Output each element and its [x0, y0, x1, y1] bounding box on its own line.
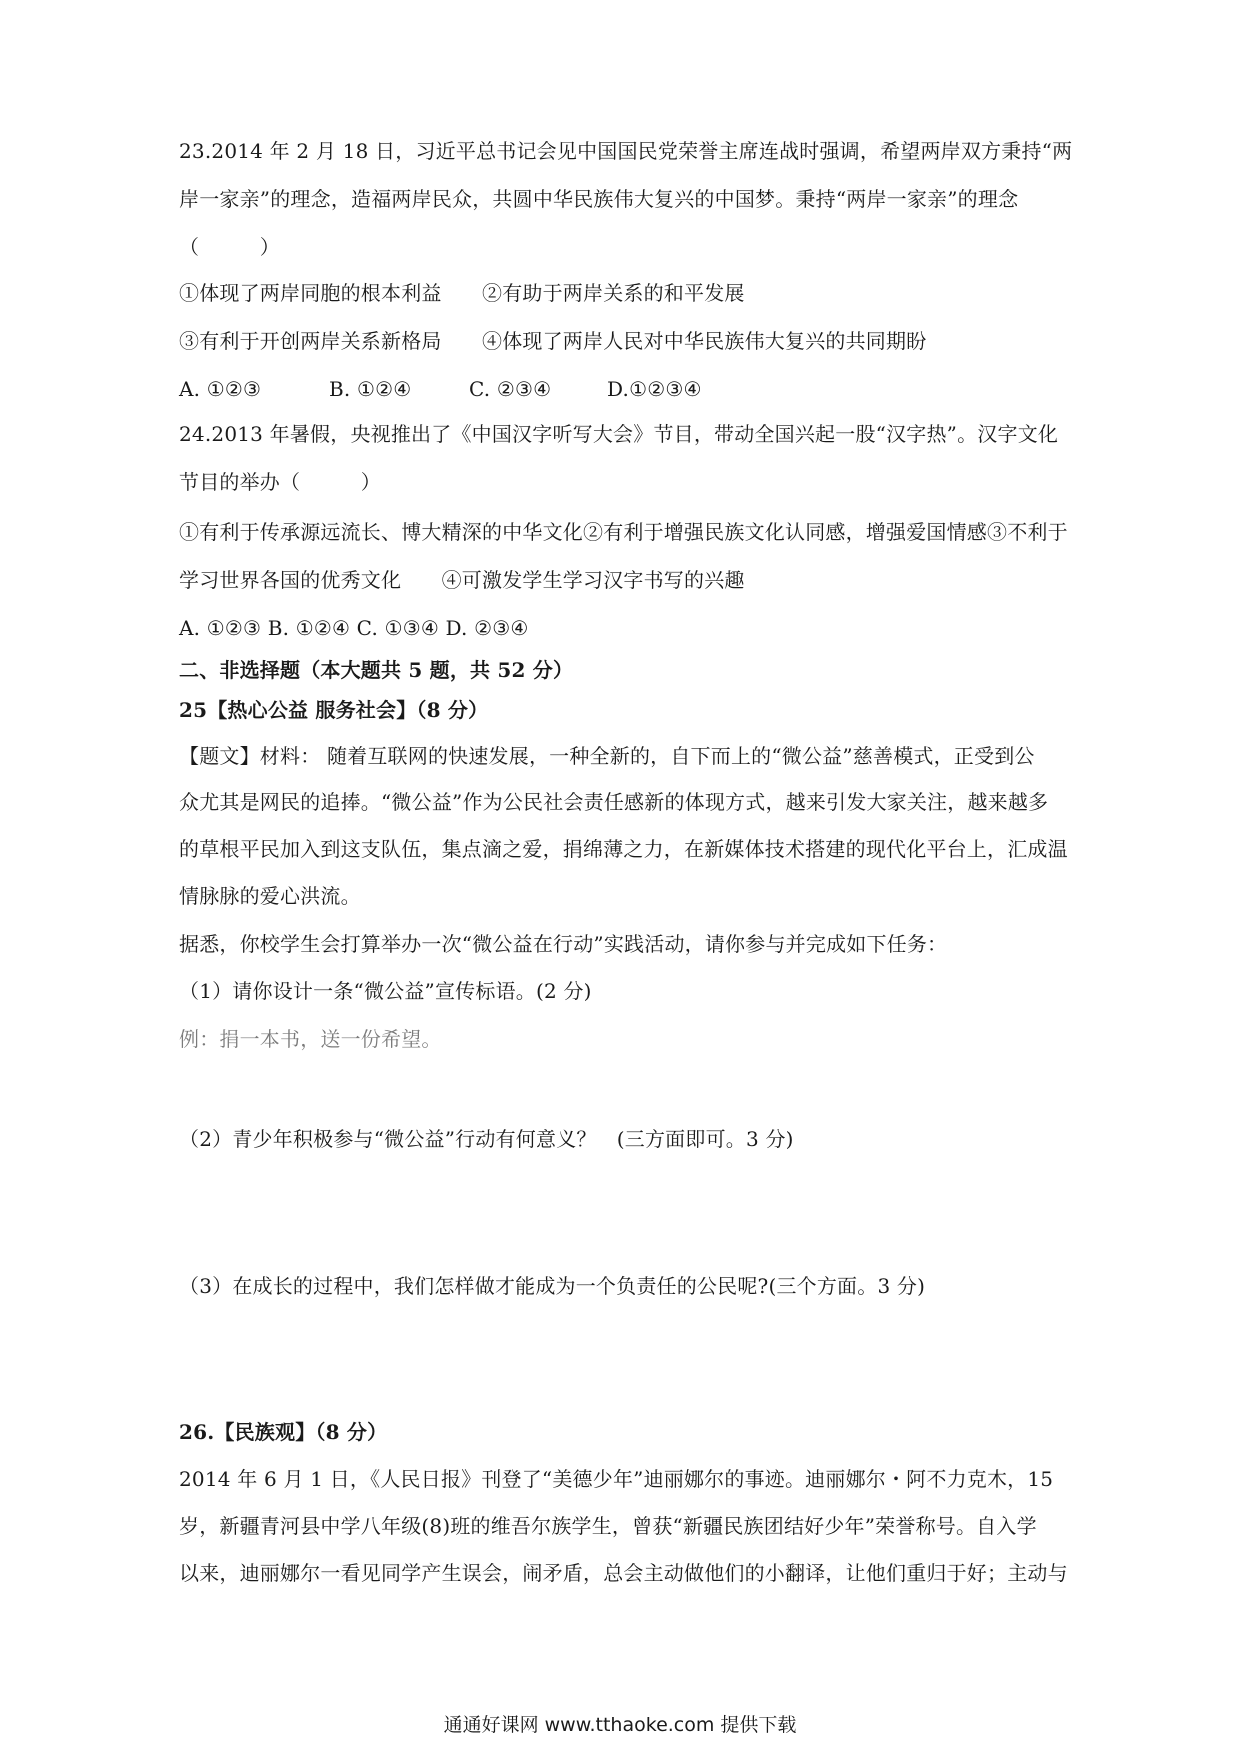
- q23-option-d: D.①②③④: [607, 377, 702, 401]
- q24-line-1: 24.2013 年暑假，央视推出了《中国汉字听写大会》节目，带动全国兴起一股“汉字热”。汉字文化: [179, 422, 1059, 446]
- q25-material-line-2: 众尤其是网民的追捧。“微公益”作为公民社会责任感新的体现方式，越来引发大家关注，越来越多: [179, 790, 1049, 814]
- q26-material-line-3: 以来，迪丽娜尔一看见同学产生误会，闹矛盾，总会主动做他们的小翻译，让他们重归于好；主动与: [179, 1561, 1068, 1585]
- q23-option-b: B. ①②④: [329, 377, 412, 401]
- q23-statements-3-4: ③有利于开创两岸关系新格局 ④体现了两岸人民对中华民族伟大复兴的共同期盼: [179, 329, 927, 353]
- q25-task: 据悉，你校学生会打算举办一次“微公益在行动”实践活动，请你参与并完成如下任务：: [179, 932, 948, 956]
- q26-heading: 26.【民族观】（8 分）: [179, 1420, 388, 1444]
- q23-line-2: 岸一家亲”的理念，造福两岸民众，共圆中华民族伟大复兴的中国梦。秉持“两岸一家亲”的理念: [179, 187, 1019, 211]
- q25-sub-question-1: （1）请你设计一条“微公益”宣传标语。(2 分): [179, 979, 592, 1003]
- section-2-heading: 二、非选择题（本大题共 5 题，共 52 分）: [179, 658, 574, 682]
- q23-answer-blank: （ ）: [179, 235, 280, 259]
- q24-statements-line-2: 学习世界各国的优秀文化 ④可激发学生学习汉字书写的兴趣: [179, 568, 745, 592]
- q25-example-answer: 例：捐一本书，送一份希望。: [179, 1027, 442, 1051]
- q23-line-1: 23.2014 年 2 月 18 日，习近平总书记会见中国国民党荣誉主席连战时强调，希望两岸双方秉持“两: [179, 139, 1073, 163]
- q23-options: [179, 375, 1139, 403]
- q26-material-line-1: 2014 年 6 月 1 日，《人民日报》刊登了“美德少年”迪丽娜尔的事迹。迪丽娜尔・阿不力克木，15: [179, 1467, 1054, 1491]
- q26-material-line-2: 岁，新疆青河县中学八年级(8)班的维吾尔族学生，曾获“新疆民族团结好少年”荣誉称号。自入学: [179, 1514, 1037, 1538]
- q23-option-a: A. ①②③: [179, 377, 262, 401]
- page-footer: 通通好课网 www.tthaoke.com 提供下载: [443, 1714, 797, 1736]
- q25-material-line-4: 情脉脉的爱心洪流。: [179, 884, 361, 908]
- q24-statements-line-1: ①有利于传承源远流长、博大精深的中华文化②有利于增强民族文化认同感，增强爱国情感③不利于: [179, 520, 1068, 544]
- q25-heading: 25【热心公益 服务社会】（8 分）: [179, 698, 489, 722]
- q24-options: A. ①②③ B. ①②④ C. ①③④ D. ②③④: [179, 616, 529, 640]
- q25-sub-question-3: （3）在成长的过程中，我们怎样做才能成为一个负责任的公民呢?(三个方面。3 分): [179, 1274, 926, 1298]
- q25-sub-question-2: （2）青少年积极参与“微公益”行动有何意义？ (三方面即可。3 分): [179, 1127, 794, 1151]
- q25-material-line-3: 的草根平民加入到这支队伍，集点滴之爱，捐绵薄之力，在新媒体技术搭建的现代化平台上，汇成温: [179, 837, 1068, 861]
- q23-statements-1-2: ①体现了两岸同胞的根本利益 ②有助于两岸关系的和平发展: [179, 281, 745, 305]
- q25-material-line-1: 【题文】材料： 随着互联网的快速发展，一种全新的，自下而上的“微公益”慈善模式，正受到公: [179, 744, 1035, 768]
- q24-line-2: 节目的举办（ ）: [179, 470, 381, 494]
- q23-option-c: C. ②③④: [469, 377, 552, 401]
